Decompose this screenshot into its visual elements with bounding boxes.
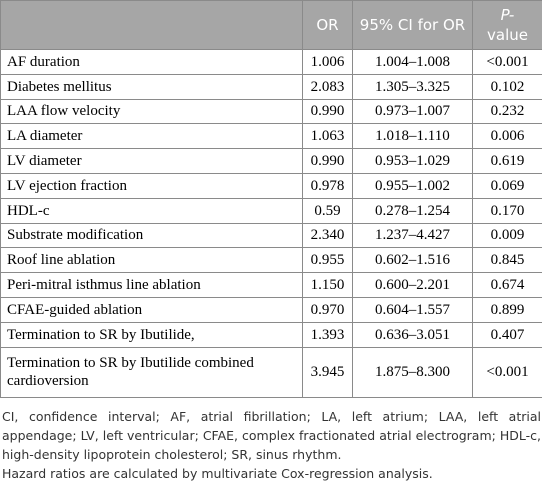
cell-ci: 0.278–1.254 (353, 198, 473, 223)
cell-p-value: 0.619 (473, 149, 542, 174)
cell-variable: LAA flow velocity (1, 99, 303, 124)
cell-p-value: 0.009 (473, 223, 542, 248)
cell-or: 2.083 (303, 74, 353, 99)
table-body (1, 50, 542, 398)
cell-p-value: <0.001 (473, 50, 542, 75)
header-row (1, 1, 542, 50)
cell-ci: 0.636–3.051 (353, 322, 473, 347)
table-row (1, 198, 542, 223)
cell-or: 2.340 (303, 223, 353, 248)
cell-ci: 0.602–1.516 (353, 248, 473, 273)
cell-ci: 1.004–1.008 (353, 50, 473, 75)
cell-ci: 0.973–1.007 (353, 99, 473, 124)
cell-p-value: 0.232 (473, 99, 542, 124)
cell-or: 1.006 (303, 50, 353, 75)
table-row (1, 248, 542, 273)
table-row (1, 149, 542, 174)
cell-or: 0.978 (303, 173, 353, 198)
cell-p-value: 0.102 (473, 74, 542, 99)
cell-ci: 0.604–1.557 (353, 297, 473, 322)
table-row (1, 223, 542, 248)
cell-ci: 0.600–2.201 (353, 273, 473, 298)
cell-variable: LV diameter (1, 149, 303, 174)
cell-variable: Termination to SR by Ibutilide, (1, 322, 303, 347)
cell-ci: 1.875–8.300 (353, 347, 473, 397)
cell-variable: Substrate modification (1, 223, 303, 248)
cell-p-value: 0.170 (473, 198, 542, 223)
table-row (1, 273, 542, 298)
cell-variable: Diabetes mellitus (1, 74, 303, 99)
table-row (1, 297, 542, 322)
cell-or: 0.59 (303, 198, 353, 223)
cell-p-value: 0.407 (473, 322, 542, 347)
footnote-method: Hazard ratios are calculated by multivariate Cox-regression analysis. (2, 465, 433, 481)
header-p-word: value (487, 26, 528, 44)
cell-or: 1.150 (303, 273, 353, 298)
cell-variable: CFAE-guided ablation (1, 297, 303, 322)
cell-or: 1.393 (303, 322, 353, 347)
cell-p-value: 0.069 (473, 173, 542, 198)
cell-variable: Peri-mitral isthmus line ablation (1, 273, 303, 298)
cell-or: 1.063 (303, 124, 353, 149)
cell-ci: 0.953–1.029 (353, 149, 473, 174)
footnote-abbreviations: CI, confidence interval; AF, atrial fibrillation; LA, left atrium; LAA, left atrial appendage; LV, left ventricular; CFAE, complex fractionated atrial electrogram; HDL-c, high-density lipoprotein cholesterol; SR, sinus rhythm. (2, 408, 541, 462)
table-row (1, 74, 542, 99)
table-row (1, 347, 542, 397)
cell-or: 0.990 (303, 149, 353, 174)
header-p-letter: P- (500, 6, 515, 24)
table-footnotes (2, 407, 541, 483)
cell-ci: 0.955–1.002 (353, 173, 473, 198)
cell-p-value: <0.001 (473, 347, 542, 397)
header-variable (1, 1, 303, 50)
cell-or: 0.990 (303, 99, 353, 124)
cell-p-value: 0.006 (473, 124, 542, 149)
cell-ci: 1.237–4.427 (353, 223, 473, 248)
header-ci: 95% CI for OR (353, 1, 473, 50)
cell-variable: HDL-c (1, 198, 303, 223)
cell-ci: 1.305–3.325 (353, 74, 473, 99)
header-p-value (473, 1, 542, 50)
table-row (1, 50, 542, 75)
cell-variable: LA diameter (1, 124, 303, 149)
cell-variable: Roof line ablation (1, 248, 303, 273)
cell-variable: LV ejection fraction (1, 173, 303, 198)
table-row (1, 124, 542, 149)
table-row (1, 173, 542, 198)
cell-or: 0.955 (303, 248, 353, 273)
cell-p-value: 0.899 (473, 297, 542, 322)
cell-variable: Termination to SR by Ibutilide combined cardioversion (1, 347, 303, 397)
cell-or: 0.970 (303, 297, 353, 322)
cell-p-value: 0.674 (473, 273, 542, 298)
cell-p-value: 0.845 (473, 248, 542, 273)
cell-ci: 1.018–1.110 (353, 124, 473, 149)
cell-or: 3.945 (303, 347, 353, 397)
table-row (1, 322, 542, 347)
table-row (1, 99, 542, 124)
header-or: OR (303, 1, 353, 50)
cell-variable: AF duration (1, 50, 303, 75)
